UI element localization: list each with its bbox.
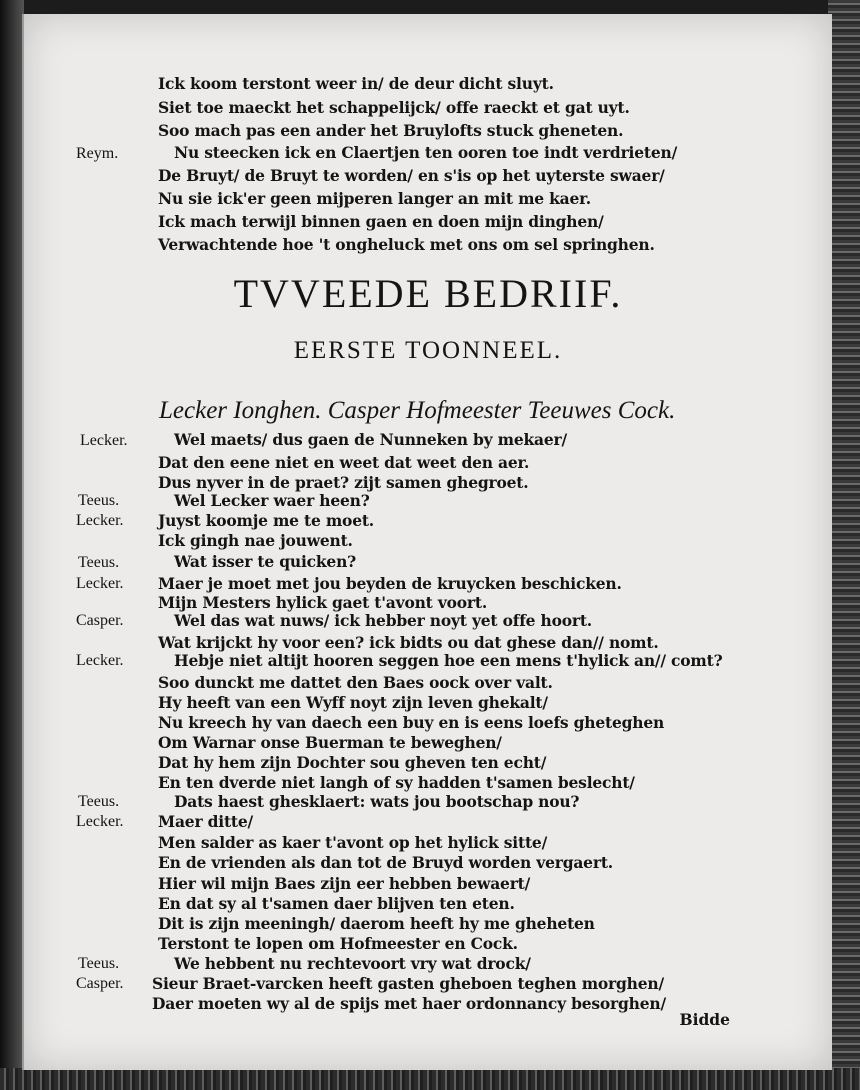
- verse-line: Wat krijckt hy voor een? ick bidts ou dat ghese dan// nomt.: [158, 633, 659, 652]
- verse-line: Wel Lecker waer heen?: [174, 491, 370, 510]
- verse-line: Dat hy hem zijn Dochter sou gheven ten echt/: [158, 753, 547, 772]
- cast-list: Lecker Ionghen. Casper Hofmeester Teeuwes Cock.: [159, 397, 676, 424]
- verse-line: Hier wil mijn Baes zijn eer hebben bewaert/: [158, 874, 531, 893]
- page-edge-right: [828, 0, 860, 1090]
- verse-line: Mijn Mesters hylick gaet t'avont voort.: [158, 593, 488, 612]
- verse-line: Sieur Braet-varcken heeft gasten gheboen teghen morghen/: [152, 974, 664, 993]
- verse-line: En de vrienden als dan tot de Bruyd worden vergaert.: [158, 853, 613, 872]
- verse-line: We hebbent nu rechtevoort vry wat drock/: [174, 954, 531, 973]
- scene-heading: EERSTE TOONNEEL.: [293, 337, 563, 364]
- catchword: Bidde: [679, 1010, 730, 1029]
- page-edge-bottom: [0, 1068, 860, 1090]
- speaker-label: Teeus.: [78, 793, 120, 810]
- speaker-label: Teeus.: [78, 554, 120, 571]
- verse-line: Maer je moet met jou beyden de kruycken beschicken.: [158, 574, 622, 593]
- verse-line: Om Warnar onse Buerman te beweghen/: [158, 733, 502, 752]
- verse-line: Nu steecken ick en Claertjen ten ooren toe indt verdrieten/: [174, 143, 678, 162]
- verse-line: Soo dunckt me dattet den Baes oock over valt.: [158, 673, 553, 692]
- verse-line: Dat den eene niet en weet dat weet den aer.: [158, 453, 530, 472]
- verse-line: Men salder as kaer t'avont op het hylick sitte/: [158, 833, 548, 852]
- verse-line: Wat isser te quicken?: [174, 552, 357, 571]
- speaker-label: Lecker.: [76, 813, 124, 830]
- act-heading: TVVEEDE BEDRIIF.: [233, 271, 623, 316]
- verse-line: Ick mach terwijl binnen gaen en doen mijn dinghen/: [158, 212, 604, 231]
- verse-line: Verwachtende hoe 't ongheluck met ons om sel springhen.: [158, 235, 655, 254]
- speaker-reym: Reym.: [76, 145, 119, 162]
- verse-line: Siet toe maeckt het schappelijck/ offe raeckt et gat uyt.: [158, 98, 630, 117]
- verse-line: Dats haest ghesklaert: wats jou bootschap nou?: [174, 792, 580, 811]
- verse-line: Maer ditte/: [158, 812, 253, 831]
- verse-line: Terstont te lopen om Hofmeester en Cock.: [158, 934, 518, 953]
- speaker-label: Teeus.: [78, 492, 120, 509]
- verse-line: Dus nyver in de praet? zijt samen ghegroet.: [158, 473, 529, 492]
- book-page: [22, 14, 832, 1070]
- speaker-label: Casper.: [76, 612, 124, 629]
- verse-line: Wel das wat nuws/ ick hebber noyt yet offe hoort.: [174, 611, 592, 630]
- book-spine: [0, 0, 24, 1090]
- verse-line: Ick gingh nae jouwent.: [158, 531, 353, 550]
- speaker-label: Casper.: [76, 975, 124, 992]
- verse-line: Ick koom terstont weer in/ de deur dicht sluyt.: [158, 74, 554, 93]
- speaker-label: Lecker.: [80, 432, 128, 449]
- verse-line: Hy heeft van een Wyff noyt zijn leven ghekalt/: [158, 693, 548, 712]
- page-text: [24, 14, 832, 1070]
- verse-line: Daer moeten wy al de spijs met haer ordonnancy besorghen/: [152, 994, 666, 1013]
- verse-line: Soo mach pas een ander het Bruylofts stuck gheneten.: [158, 121, 624, 140]
- verse-line: Hebje niet altijt hooren seggen hoe een mens t'hylick an// comt?: [174, 651, 723, 670]
- speaker-label: Lecker.: [76, 652, 124, 669]
- verse-line: De Bruyt/ de Bruyt te worden/ en s'is op het uyterste swaer/: [158, 166, 665, 185]
- verse-line: Nu sie ick'er geen mijperen langer an mit me kaer.: [158, 189, 591, 208]
- speaker-label: Lecker.: [76, 512, 124, 529]
- speaker-label: Teeus.: [78, 955, 120, 972]
- speaker-label: Lecker.: [76, 575, 124, 592]
- verse-line: Juyst koomje me te moet.: [158, 511, 375, 530]
- verse-line: Nu kreech hy van daech een buy en is eens loefs gheteghen: [158, 713, 665, 732]
- verse-line: Wel maets/ dus gaen de Nunneken by mekaer/: [174, 430, 567, 449]
- verse-line: Dit is zijn meeningh/ daerom heeft hy me gheheten: [158, 914, 595, 933]
- verse-line: En dat sy al t'samen daer blijven ten eten.: [158, 894, 515, 913]
- verse-line: En ten dverde niet langh of sy hadden t'samen beslecht/: [158, 773, 635, 792]
